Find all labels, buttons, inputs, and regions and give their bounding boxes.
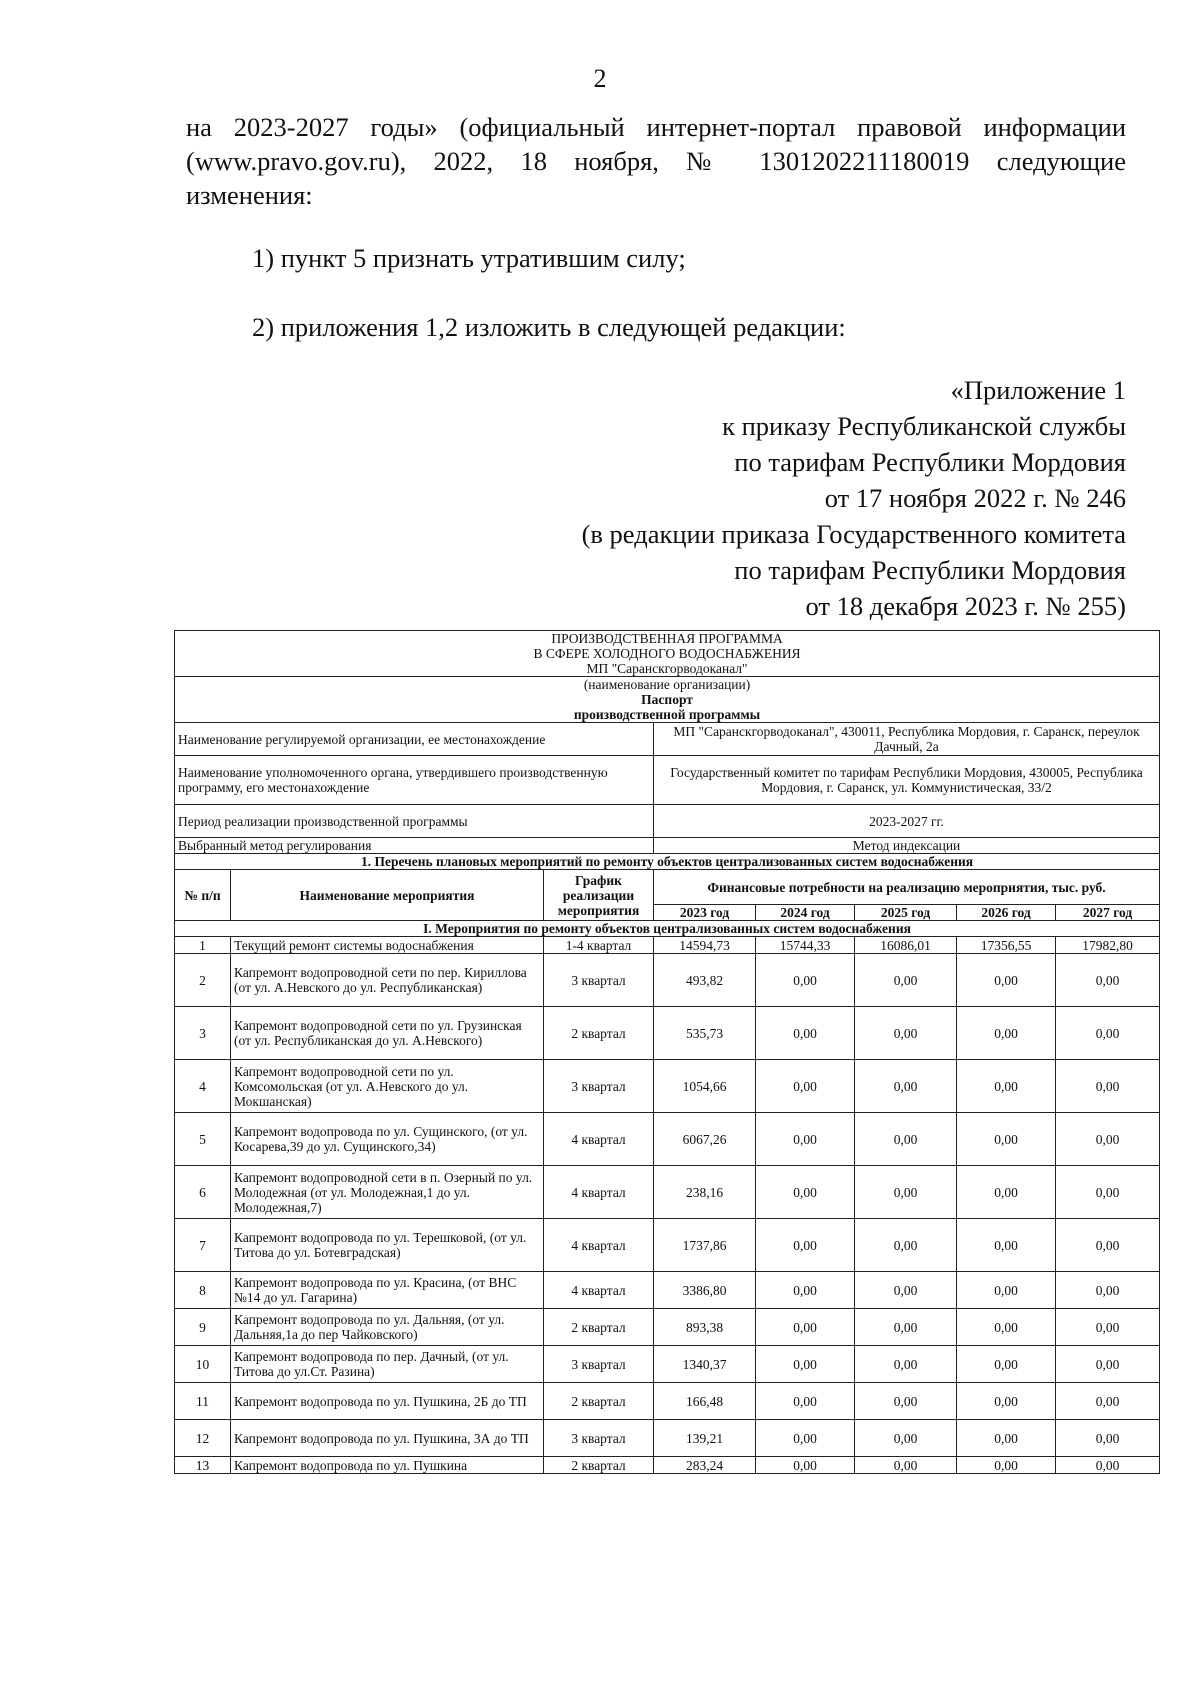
passport-row — [175, 756, 1160, 805]
row-schedule: 4 квартал — [544, 1272, 654, 1309]
list-item: 1) пункт 5 признать утратившим силу; — [252, 243, 686, 273]
row-value: 0,00 — [957, 1007, 1056, 1060]
row-value: 0,00 — [1056, 1383, 1160, 1420]
passport-value: МП "Саранскгорводоканал", 430011, Республика Мордовия, г. Саранск, переулок Дачный, 2а — [654, 723, 1160, 756]
row-value: 139,21 — [654, 1420, 756, 1457]
row-schedule: 4 квартал — [544, 1219, 654, 1272]
table-row — [175, 1309, 1160, 1346]
row-name: Капремонт водопровода по ул. Пушкина, 3А до ТП — [231, 1420, 544, 1457]
row-value: 6067,26 — [654, 1113, 756, 1166]
appendix-line: от 18 декабря 2023 г. № 255) — [805, 591, 1126, 621]
row-number: 1 — [175, 937, 231, 954]
row-value: 0,00 — [957, 1272, 1056, 1309]
row-schedule: 3 квартал — [544, 1060, 654, 1113]
row-value: 0,00 — [957, 1060, 1056, 1113]
table-row — [175, 1457, 1160, 1474]
row-name: Капремонт водопровода по ул. Красина, (от ВНС №14 до ул. Гагарина) — [231, 1272, 544, 1309]
row-value: 0,00 — [1056, 1060, 1160, 1113]
row-value: 0,00 — [1056, 1219, 1160, 1272]
row-value: 0,00 — [756, 1420, 855, 1457]
row-value: 0,00 — [855, 1007, 957, 1060]
row-value: 0,00 — [756, 1346, 855, 1383]
row-value: 1054,66 — [654, 1060, 756, 1113]
appendix-header — [486, 372, 1126, 624]
row-value: 0,00 — [756, 1060, 855, 1113]
row-name: Капремонт водопровода по ул. Дальняя, (от ул. Дальняя,1а до пер Чайковского) — [231, 1309, 544, 1346]
row-value: 0,00 — [1056, 1272, 1160, 1309]
row-value: 0,00 — [855, 1457, 957, 1474]
row-number: 13 — [175, 1457, 231, 1474]
row-name: Капремонт водопроводной сети в п. Озерный по ул. Молодежная (от ул. Молодежная,1 до ул. Молодежная,7) — [231, 1166, 544, 1219]
subsection-title: I. Мероприятия по ремонту объектов централизованных систем водоснабжения — [175, 921, 1160, 937]
row-value: 17356,55 — [957, 937, 1056, 954]
appendix-line: «Приложение 1 — [950, 375, 1126, 405]
row-schedule: 1-4 квартал — [544, 937, 654, 954]
row-name: Капремонт водопровода по пер. Дачный, (от ул. Титова до ул.Ст. Разина) — [231, 1346, 544, 1383]
row-value: 535,73 — [654, 1007, 756, 1060]
row-value: 17982,80 — [1056, 937, 1160, 954]
row-value: 0,00 — [756, 1113, 855, 1166]
row-value: 0,00 — [957, 1219, 1056, 1272]
table-rows — [175, 937, 1160, 1474]
intro-line: изменения: — [186, 180, 313, 210]
row-schedule: 2 квартал — [544, 1383, 654, 1420]
table-row — [175, 954, 1160, 1007]
row-number: 9 — [175, 1309, 231, 1346]
row-value: 0,00 — [1056, 1166, 1160, 1219]
row-value: 0,00 — [957, 1166, 1056, 1219]
row-value: 0,00 — [1056, 954, 1160, 1007]
table-row — [175, 1007, 1160, 1060]
row-value: 0,00 — [855, 1219, 957, 1272]
row-value: 0,00 — [756, 954, 855, 1007]
row-schedule: 2 квартал — [544, 1309, 654, 1346]
passport-row — [175, 805, 1160, 838]
row-schedule: 4 квартал — [544, 1166, 654, 1219]
row-value: 0,00 — [855, 1272, 957, 1309]
row-schedule: 3 квартал — [544, 1420, 654, 1457]
passport-title-row — [175, 677, 1160, 723]
passport-row — [175, 723, 1160, 756]
row-number: 3 — [175, 1007, 231, 1060]
header-year: 2024 год — [756, 905, 855, 921]
row-value: 0,00 — [756, 1272, 855, 1309]
header-year: 2023 год — [654, 905, 756, 921]
row-value: 0,00 — [855, 1420, 957, 1457]
passport-subtitle: производственной программы — [573, 707, 761, 722]
org-caption: (наименование организации) — [583, 677, 751, 692]
row-schedule: 3 квартал — [544, 954, 654, 1007]
row-value: 0,00 — [855, 1113, 957, 1166]
row-number: 8 — [175, 1272, 231, 1309]
table-row — [175, 1272, 1160, 1309]
list-item: 2) приложения 1,2 изложить в следующей редакции: — [252, 312, 846, 342]
row-number: 7 — [175, 1219, 231, 1272]
row-value: 15744,33 — [756, 937, 855, 954]
row-name: Капремонт водопроводной сети по ул. Грузинская (от ул. Республиканская до ул. А.Невского) — [231, 1007, 544, 1060]
passport-value: 2023-2027 гг. — [654, 805, 1160, 838]
passport-row — [175, 838, 1160, 854]
row-name: Капремонт водопроводной сети по ул. Комсомольская (от ул. А.Невского до ул. Мокшанская) — [231, 1060, 544, 1113]
header-name: Наименование мероприятия — [231, 870, 544, 921]
row-value: 0,00 — [756, 1457, 855, 1474]
table-row — [175, 1420, 1160, 1457]
row-value: 0,00 — [756, 1166, 855, 1219]
row-value: 3386,80 — [654, 1272, 756, 1309]
row-value: 893,38 — [654, 1309, 756, 1346]
appendix-line: от 17 ноября 2022 г. № 246 — [824, 483, 1126, 513]
row-value: 14594,73 — [654, 937, 756, 954]
table-title-line: МП "Саранскгорводоканал" — [586, 661, 748, 676]
table-row — [175, 1383, 1160, 1420]
appendix-line: по тарифам Республики Мордовия — [734, 447, 1126, 477]
row-number: 11 — [175, 1383, 231, 1420]
row-value: 0,00 — [957, 1309, 1056, 1346]
row-value: 0,00 — [756, 1309, 855, 1346]
row-value: 0,00 — [957, 1113, 1056, 1166]
row-value: 0,00 — [855, 954, 957, 1007]
row-value: 0,00 — [1056, 1113, 1160, 1166]
passport-label: Период реализации производственной программы — [175, 805, 654, 838]
row-value: 238,16 — [654, 1166, 756, 1219]
table-row — [175, 1166, 1160, 1219]
row-value: 0,00 — [756, 1383, 855, 1420]
row-name: Капремонт водопровода по ул. Сущинского, (от ул. Косарева,39 до ул. Сущинского,34) — [231, 1113, 544, 1166]
appendix-line: к приказу Республиканской службы — [722, 411, 1126, 441]
production-program-table — [174, 630, 1160, 1474]
page-number: 2 — [593, 64, 607, 93]
row-number: 12 — [175, 1420, 231, 1457]
table-row — [175, 1219, 1160, 1272]
intro-line: (www.pravo.gov.ru), 2022, 18 ноября, № 1301202211180019 следующие — [186, 146, 1126, 176]
row-value: 283,24 — [654, 1457, 756, 1474]
section-title-row — [175, 854, 1160, 870]
row-value: 0,00 — [756, 1007, 855, 1060]
passport-label: Наименование регулируемой организации, ее местонахождение — [175, 723, 654, 756]
row-value: 0,00 — [1056, 1309, 1160, 1346]
row-number: 10 — [175, 1346, 231, 1383]
row-schedule: 2 квартал — [544, 1007, 654, 1060]
passport-title: Паспорт — [641, 692, 693, 707]
row-number: 6 — [175, 1166, 231, 1219]
row-schedule: 3 квартал — [544, 1346, 654, 1383]
row-value: 0,00 — [855, 1166, 957, 1219]
table-title-line: В СФЕРЕ ХОЛОДНОГО ВОДОСНАБЖЕНИЯ — [533, 646, 801, 661]
appendix-line: по тарифам Республики Мордовия — [734, 555, 1126, 585]
row-value: 0,00 — [957, 1383, 1056, 1420]
header-finance: Финансовые потребности на реализацию мероприятия, тыс. руб. — [654, 870, 1160, 905]
row-value: 166,48 — [654, 1383, 756, 1420]
passport-label: Выбранный метод регулирования — [175, 838, 654, 854]
intro-line: на 2023-2027 годы» (официальный интернет-портал правовой информации — [186, 112, 1126, 142]
row-name: Капремонт водопровода по ул. Пушкина, 2Б до ТП — [231, 1383, 544, 1420]
row-value: 0,00 — [855, 1346, 957, 1383]
table-title-line: ПРОИЗВОДСТВЕННАЯ ПРОГРАММА — [551, 631, 783, 646]
row-value: 0,00 — [957, 954, 1056, 1007]
row-value: 0,00 — [1056, 1346, 1160, 1383]
row-name: Текущий ремонт системы водоснабжения — [231, 937, 544, 954]
row-value: 493,82 — [654, 954, 756, 1007]
row-schedule: 2 квартал — [544, 1457, 654, 1474]
row-value: 0,00 — [1056, 1457, 1160, 1474]
row-value: 0,00 — [855, 1383, 957, 1420]
row-value: 0,00 — [855, 1309, 957, 1346]
header-year: 2027 год — [1056, 905, 1160, 921]
row-schedule: 4 квартал — [544, 1113, 654, 1166]
row-name: Капремонт водопроводной сети по пер. Кириллова (от ул. А.Невского до ул. Республиканская) — [231, 954, 544, 1007]
passport-value: Метод индексации — [654, 838, 1160, 854]
row-name: Капремонт водопровода по ул. Пушкина — [231, 1457, 544, 1474]
header-num: № п/п — [175, 870, 231, 921]
header-schedule: График реализации мероприятия — [544, 870, 654, 921]
row-value: 0,00 — [957, 1346, 1056, 1383]
row-value: 1737,86 — [654, 1219, 756, 1272]
table-row — [175, 1060, 1160, 1113]
passport-label: Наименование уполномоченного органа, утвердившего производственную программу, его местонахождение — [175, 756, 654, 805]
header-row — [175, 870, 1160, 905]
row-number: 5 — [175, 1113, 231, 1166]
header-year: 2025 год — [855, 905, 957, 921]
passport-value: Государственный комитет по тарифам Республики Мордовия, 430005, Республика Мордовия, г. Саранск, ул. Коммунистическая, 33/2 — [654, 756, 1160, 805]
row-value: 0,00 — [855, 1060, 957, 1113]
table-title-row — [175, 631, 1160, 677]
row-value: 0,00 — [756, 1219, 855, 1272]
table-row — [175, 1113, 1160, 1166]
appendix-line: (в редакции приказа Государственного комитета — [581, 519, 1126, 549]
subsection-row — [175, 921, 1160, 937]
row-number: 2 — [175, 954, 231, 1007]
table-row — [175, 1346, 1160, 1383]
row-value: 16086,01 — [855, 937, 957, 954]
row-value: 0,00 — [1056, 1420, 1160, 1457]
row-value: 1340,37 — [654, 1346, 756, 1383]
row-name: Капремонт водопровода по ул. Терешковой, (от ул. Титова до ул. Ботевградская) — [231, 1219, 544, 1272]
row-value: 0,00 — [957, 1457, 1056, 1474]
row-number: 4 — [175, 1060, 231, 1113]
intro-paragraph — [186, 110, 1126, 212]
header-year: 2026 год — [957, 905, 1056, 921]
section-title: 1. Перечень плановых мероприятий по ремонту объектов централизованных систем водоснабжения — [175, 854, 1160, 870]
table-row — [175, 937, 1160, 954]
row-value: 0,00 — [957, 1420, 1056, 1457]
row-value: 0,00 — [1056, 1007, 1160, 1060]
